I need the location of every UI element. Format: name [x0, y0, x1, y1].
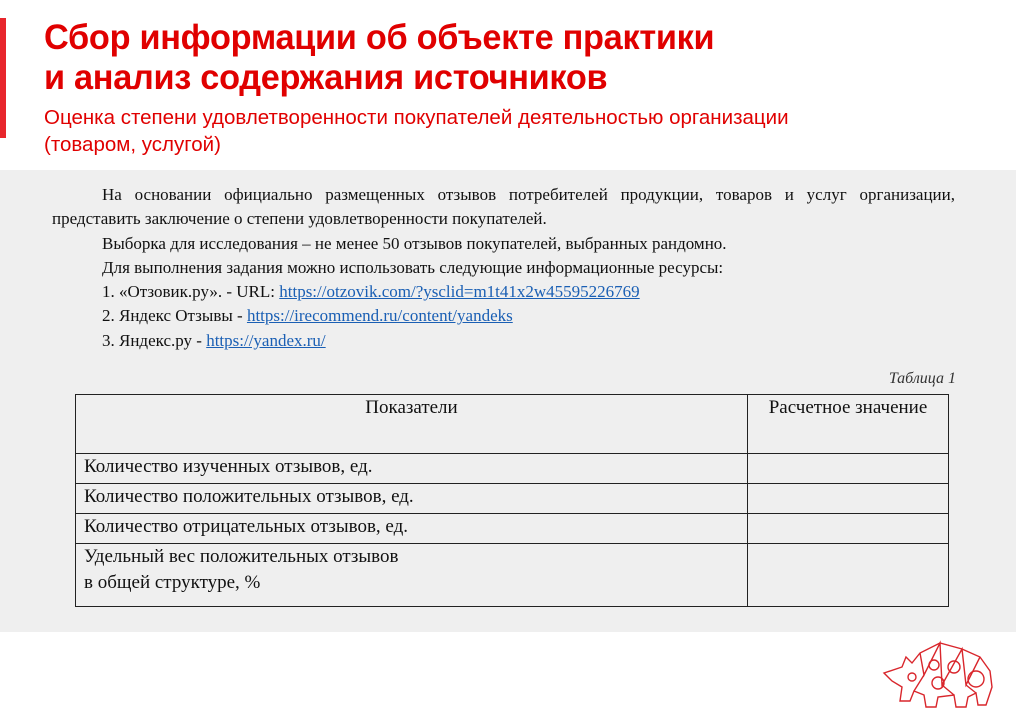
page-title [44, 18, 714, 98]
resource-label: 3. Яндекс.ру - [102, 330, 207, 350]
resource-link-irecommend[interactable]: https://irecommend.ru/content/yandeks [246, 306, 513, 326]
row-value-cell[interactable] [748, 454, 949, 484]
table-row [76, 544, 949, 607]
paragraph-resources: Для выполнения задания можно использовать следующие информационные ресурсы: [102, 257, 724, 277]
title-line-1: Сбор информации об объекте практики [44, 18, 715, 57]
resource-item [52, 329, 955, 353]
table-row [76, 484, 949, 514]
row-label: Количество изученных отзывов, ед. [76, 454, 748, 484]
resource-item [52, 280, 955, 304]
resource-label: 1. «Отзовик.ру». - URL: [102, 282, 280, 302]
row-value-cell[interactable] [748, 514, 949, 544]
resource-link-otzovik[interactable]: https://otzovik.com/?ysclid=m1t41x2w45595226769 [279, 282, 640, 302]
table-row [76, 454, 949, 484]
table-row [76, 514, 949, 544]
accent-bar [0, 18, 6, 138]
resource-link-yandex[interactable]: https://yandex.ru/ [206, 330, 326, 350]
row-label [76, 544, 748, 607]
page-subtitle [44, 104, 789, 158]
subtitle-line-1: Оценка степени удовлетворенности покупателей деятельностью организации [44, 106, 789, 129]
indicators-table [75, 394, 949, 607]
title-line-2: и анализ содержания источников [44, 58, 608, 97]
row-label: Количество положительных отзывов, ед. [76, 484, 748, 514]
row-label: Количество отрицательных отзывов, ед. [76, 514, 748, 544]
subtitle-line-2: (товаром, услугой) [44, 133, 221, 156]
table-header-row [76, 395, 949, 454]
header-indicators: Показатели [76, 395, 748, 454]
paragraph-sample: Выборка для исследования – не менее 50 отзывов покупателей, выбранных рандомно. [102, 233, 727, 253]
header-value: Расчетное значение [748, 395, 949, 454]
resource-label: 2. Яндекс Отзывы - [102, 306, 247, 326]
paragraph-intro: На основании официально размещенных отзывов потребителей продукции, товаров и услуг организации, представить заключение о степени удовлетворенности покупателей. [52, 185, 955, 229]
row-value-cell[interactable] [748, 484, 949, 514]
task-description [52, 183, 955, 353]
table-caption: Таблица 1 [888, 370, 956, 387]
row-label-line: в общей структуре, % [84, 572, 261, 593]
resource-item [52, 304, 955, 328]
rhino-logo-icon [880, 635, 1000, 715]
row-value-cell[interactable] [748, 544, 949, 607]
row-label-line: Удельный вес положительных отзывов [84, 546, 399, 567]
